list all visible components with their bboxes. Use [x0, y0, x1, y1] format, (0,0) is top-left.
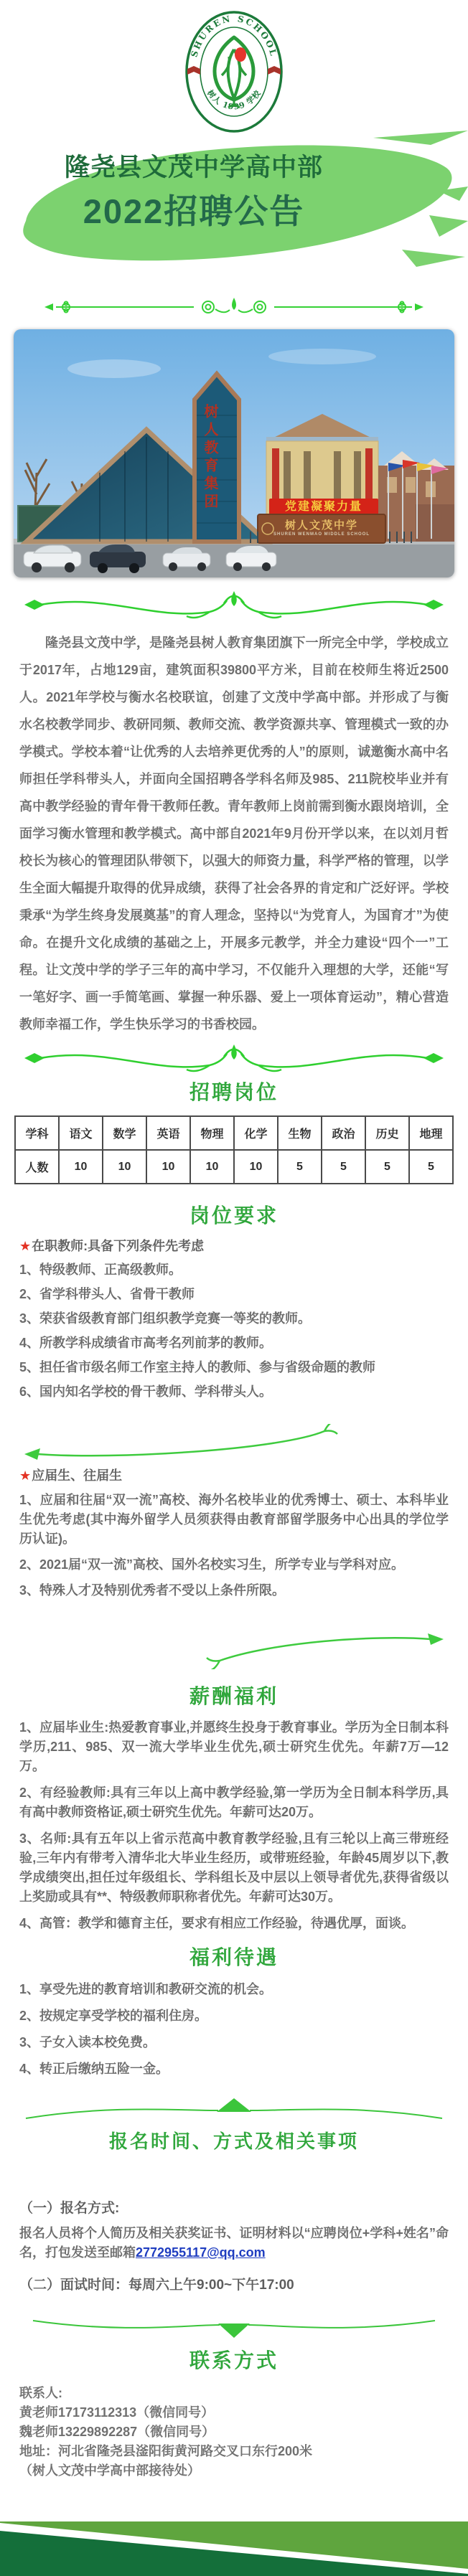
contact-line: 魏老师13229892287（微信同号）	[19, 2425, 215, 2439]
list-item: 1、应届和往届“双一流”高校、海外名校毕业的优秀博士、硕士、本科毕业生优先考虑(其中海外留学人员须获得由教育部留学服务中心出具的学位学历认证)。	[19, 1493, 449, 1546]
contact-heading: 联系方式	[189, 2349, 279, 2372]
logo-top-arc-text: SHUREN SCHOOL	[189, 13, 279, 59]
table-cell: 5	[365, 1150, 409, 1184]
contact-line: 地址：河北省隆尧县滏阳街黄河路交叉口东行200米	[19, 2444, 313, 2458]
application-email-link[interactable]: 2772955117@qq.com	[136, 2245, 266, 2260]
table-cell: 10	[59, 1150, 103, 1184]
graduates-title	[19, 1466, 449, 1484]
list-item: 2、有经验教师:具有三年以上高中教学经验,第一学历为全日制本科学历,具有高中教师资格证,硕士研究生优先。年薪可达20万。	[19, 1785, 449, 1819]
welfare-heading: 福利待遇	[189, 1946, 279, 1968]
table-cell: 数学	[103, 1116, 146, 1150]
list-item: 1、享受先进的教育培训和教研交流的机会。	[19, 1982, 273, 1996]
school-logo	[183, 9, 285, 135]
table-cell: 5	[278, 1150, 322, 1184]
list-item: 2、2021届“双一流”高校、国外名校实习生，所学专业与学科对应。	[19, 1557, 405, 1572]
list-item: 3、名师:具有五年以上省示范高中教育教学经验,且有三轮以上高三带班经验,三年内有带考入清华北大毕业生经历，或带班经验，年龄45周岁以下,教学成绩突出,担任过年级组长、学科组长及中层以上领导者优先,获得省级以上奖励或具有**、特级教师职称者优先。年薪可达30万。	[19, 1831, 449, 1904]
positions-table	[14, 1115, 454, 1184]
swoosh-divider-down	[0, 2315, 468, 2344]
list-item: 1、特级教师、正高级教师。	[19, 1263, 182, 1277]
photo-gate-sign-subtext: SHUREN WENMAO MIDDLE SCHOOL	[273, 532, 370, 537]
list-item: 4、高管：教学和德育主任，要求有相应工作经验，待遇优厚，面谈。	[19, 1916, 415, 1930]
table-row-subjects	[15, 1116, 453, 1150]
list-item: 4、所教学科成绩省市高考名列前茅的教师。	[19, 1336, 273, 1350]
flourish-divider-2	[0, 1041, 468, 1078]
positions-heading: 招聘岗位	[189, 1081, 279, 1103]
table-cell: 历史	[365, 1116, 409, 1150]
contact-line: 黄老师17173112313（微信同号）	[19, 2405, 215, 2420]
list-item: 4、转正后缴纳五险一金。	[19, 2062, 169, 2076]
school-name-title: 隆尧县文茂中学高中部	[64, 154, 323, 181]
list-item: 3、特殊人才及特别优秀者不受以上条件所限。	[19, 1583, 286, 1598]
list-item: 3、子女入读本校免费。	[19, 2035, 156, 2049]
logo-bottom-arc-text: 树人 1999 学校	[205, 88, 263, 112]
table-cell: 语文	[59, 1116, 103, 1150]
requirements-heading: 岗位要求	[189, 1204, 279, 1227]
table-row-counts	[15, 1150, 453, 1184]
title-banner	[0, 129, 468, 285]
school-intro-paragraph: 隆尧县文茂中学，是隆尧县树人教育集团旗下一所完全中学，学校成立于2017年，占地129亩，建筑面积39800平方米，目前在校师生将近2500人。2021年学校与衡水名校联谊，创建了文茂中学高中部。并形成了与衡水名校教学同步、教研同频、教师交流、教学资源共享、管理模式一致的办学模式。学校本着“让优秀的人去培养更优秀的人”的原则，诚邀衡水高中名师担任学科带头人，并面向全国招聘各学科名师及985、211院校毕业并有高中教学经验的青年骨干教师任教。青年教师上岗前需到衡水跟岗培训，全面学习衡水管理和教学模式。高中部自2021年9月份开学以来，在以刘月哲校长为核心的管理团队带领下，以强大的师资力量，科学严格的管理，以学生全面大幅提升取得的优异成绩，获得了社会各界的肯定和广泛好评。学校秉承“为学生终身发展奠基”的育人理念，坚持以“为党育人，为国育才”为使命。在提升文化成绩的基础之上，开展多元教学，并全力建设“四个一”工程。让文茂中学的学子三年的高中学习，不仅能升入理想的大学，还能“写一笔好字、画一手简笔画、掌握一种乐器、爱上一项体育运动”，精心营造教师幸福工作，学生快乐学习的书香校园。	[19, 636, 449, 1032]
graduates-title-text: 应届生、往届生	[32, 1468, 123, 1483]
logo-red-dot	[235, 47, 246, 62]
application-section	[19, 2197, 449, 2293]
contact-section	[19, 2384, 449, 2481]
announcement-title: 2022招聘公告	[83, 192, 305, 230]
in-service-requirements	[19, 1236, 449, 1401]
salary-heading: 薪酬福利	[189, 1685, 279, 1707]
contact-line: （树人文茂中学高中部接待处）	[19, 2463, 200, 2478]
list-item: 1、应届毕业生:热爱教育事业,并愿终生投身于教育事业。学历为全日制本科学历,211、985、双一流大学毕业生优先,硕士研究生优先。年薪7万—12万。	[19, 1720, 449, 1773]
application-heading: 报名时间、方式及相关事项	[108, 2131, 359, 2152]
table-cell: 化学	[234, 1116, 278, 1150]
school-photo	[14, 329, 454, 577]
application-method-text	[19, 2224, 449, 2263]
star-icon: ★	[19, 1239, 32, 1253]
photo-tower-sign-text: 树人教育集团	[202, 404, 217, 511]
table-cell: 10	[234, 1150, 278, 1184]
in-service-title-text: 在职教师:具备下列条件先考虑	[32, 1239, 205, 1253]
table-cell: 10	[146, 1150, 190, 1184]
interview-time: （二）面试时间：每周六上午9:00~下午17:00	[19, 2278, 294, 2293]
flourish-divider	[0, 588, 468, 625]
table-cell: 物理	[190, 1116, 234, 1150]
table-cell: 地理	[409, 1116, 453, 1150]
table-cell: 10	[190, 1150, 234, 1184]
vine-divider-2	[0, 1629, 468, 1669]
contact-label: 联系人:	[19, 2386, 62, 2400]
photo-gate-sign-text: 树人文茂中学	[284, 519, 358, 532]
table-cell: 5	[409, 1150, 453, 1184]
photo-banner-text: 党建凝聚力量	[284, 501, 362, 513]
table-cell: 5	[322, 1150, 365, 1184]
application-method-body: 报名人员将个人简历及相关获奖证书、证明材料以“应聘岗位+学科+姓名”命名，打包发送至邮箱	[19, 2226, 449, 2260]
list-item: 6、国内知名学校的骨干教师、学科带头人。	[19, 1384, 273, 1399]
table-cell: 10	[103, 1150, 146, 1184]
hero-header	[0, 9, 468, 285]
list-item: 2、省学科带头人、省骨干教师	[19, 1287, 195, 1301]
graduates-requirements	[19, 1466, 449, 1600]
table-cell: 生物	[278, 1116, 322, 1150]
swoosh-divider-up	[0, 2095, 468, 2124]
welfare-list	[19, 1981, 449, 2078]
list-item: 3、荣获省级教育部门组织教学竞赛一等奖的教师。	[19, 1311, 312, 1326]
table-cell: 政治	[322, 1116, 365, 1150]
vine-divider	[0, 1424, 468, 1464]
salary-list	[19, 1718, 449, 1933]
in-service-title	[19, 1236, 449, 1255]
footer-ribbon	[0, 2519, 468, 2576]
star-icon: ★	[19, 1468, 32, 1483]
table-cell: 英语	[146, 1116, 190, 1150]
application-method-title: （一）报名方式:	[19, 2201, 120, 2216]
list-item: 2、按规定享受学校的福利住房。	[19, 2009, 208, 2023]
table-cell: 人数	[15, 1150, 59, 1184]
list-item: 5、担任省市级名师工作室主持人的教师、参与省级命题的教师	[19, 1360, 376, 1374]
scroll-divider	[0, 295, 468, 319]
table-cell: 学科	[15, 1116, 59, 1150]
